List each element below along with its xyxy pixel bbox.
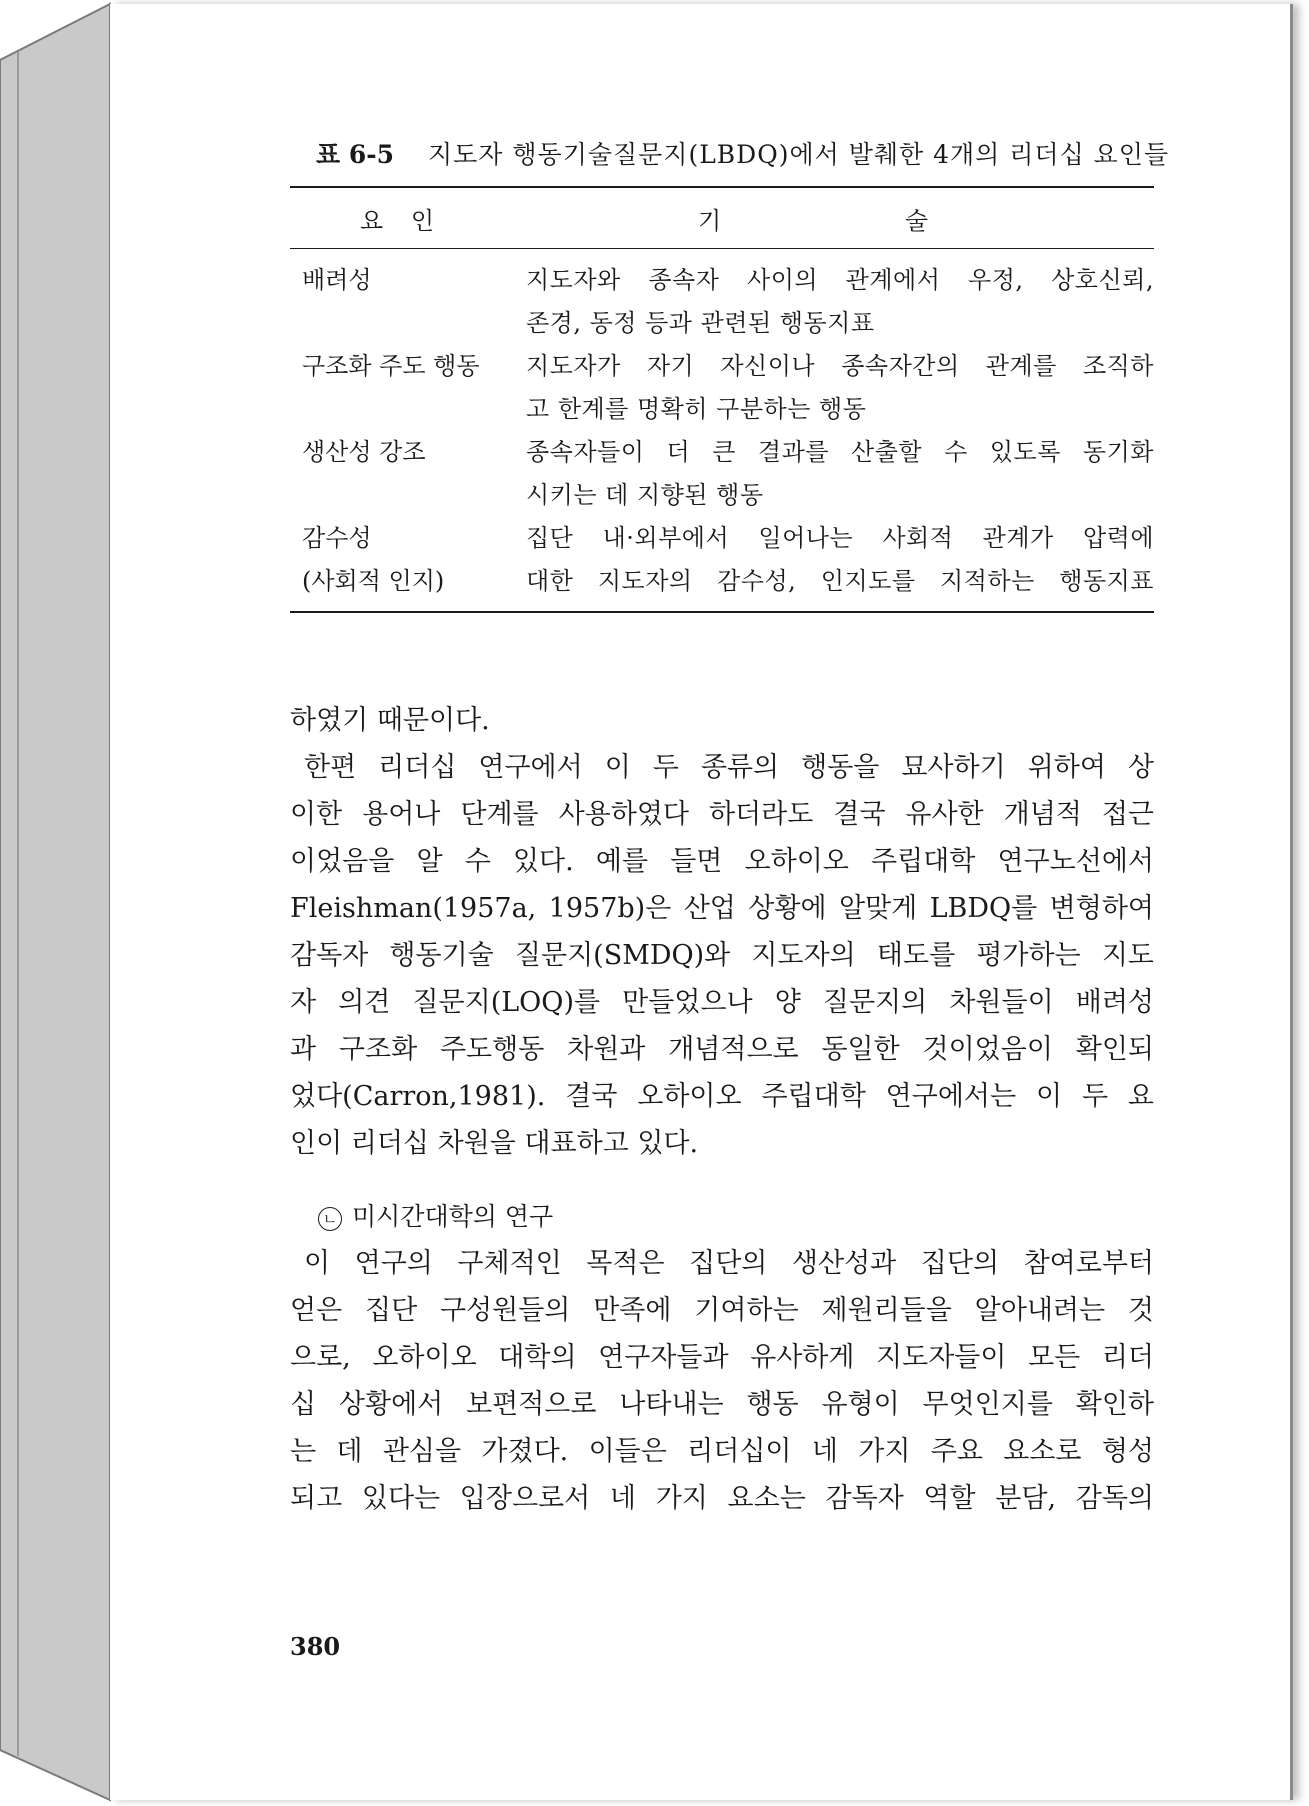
row-factor-line: 구조화 주도 행동 (302, 352, 480, 380)
table-row (290, 431, 1154, 517)
row-factor (290, 517, 526, 603)
paragraph-line: 인이 리더십 차원을 대표하고 있다. (290, 1128, 699, 1159)
subheading-text: 미시간대학의 연구 (352, 1202, 554, 1231)
circled-letter-icon: ㄴ (318, 1207, 342, 1231)
paragraph-line: 과 구조화 주도행동 차원과 개념적으로 동일한 것이었음이 확인되 (290, 1034, 1154, 1065)
paragraph-line: 되고 있다는 입장으로서 네 가지 요소는 감독자 역할 분담, 감독의 (290, 1483, 1154, 1514)
row-description-line: 존경, 동정 등과 관련된 행동지표 (526, 309, 875, 337)
table-row (290, 517, 1154, 603)
row-description (526, 517, 1154, 603)
row-factor (290, 431, 526, 517)
paragraph-line: 는 데 관심을 가졌다. 이들은 리더십이 네 가지 주요 요소로 형성 (290, 1436, 1154, 1467)
leadership-factors-table (290, 186, 1154, 613)
body-text (290, 697, 1154, 1522)
row-description (526, 431, 1154, 517)
page-number: 380 (290, 1632, 341, 1661)
row-factor (290, 259, 526, 345)
paragraph-line: 으로, 오하이오 대학의 연구자들과 유사하게 지도자들이 모든 리더 (290, 1342, 1154, 1373)
paragraph-line: 이었음을 알 수 있다. 예를 들면 오하이오 주립대학 연구노선에서 (290, 846, 1154, 877)
paragraph-line: 감독자 행동기술 질문지(SMDQ)와 지도자의 태도를 평가하는 지도 (290, 940, 1154, 971)
row-factor (290, 345, 526, 431)
row-description-line: 종속자들이 더 큰 결과를 산출할 수 있도록 동기화 (526, 438, 1154, 466)
row-factor-line: 배려성 (302, 266, 372, 294)
row-description (526, 345, 1154, 431)
row-factor-line: 생산성 강조 (302, 438, 426, 466)
row-description-line: 대한 지도자의 감수성, 인지도를 지적하는 행동지표 (526, 567, 1154, 595)
row-description-line: 집단 내·외부에서 일어나는 사회적 관계가 압력에 (526, 524, 1154, 552)
row-description-line: 고 한계를 명확히 구분하는 행동 (526, 395, 867, 423)
paragraph-line: 십 상황에서 보편적으로 나타내는 행동 유형이 무엇인지를 확인하 (290, 1389, 1154, 1420)
section-subheading (290, 1193, 1154, 1240)
paragraph-line: 었다(Carron,1981). 결국 오하이오 주립대학 연구에서는 이 두 요 (290, 1081, 1154, 1112)
book-page (110, 4, 1293, 1800)
paragraph (290, 1240, 1154, 1522)
row-description-line: 지도자와 종속자 사이의 관계에서 우정, 상호신뢰, (526, 266, 1154, 294)
row-description-line: 지도자가 자기 자신이나 종속자간의 관계를 조직하 (526, 352, 1154, 380)
table-row (290, 345, 1154, 431)
paragraph (290, 744, 1154, 1167)
table-caption-text: 지도자 행동기술질문지(LBDQ)에서 발췌한 4개의 리더십 요인들 (428, 140, 1170, 169)
table-caption (316, 134, 1266, 176)
paragraph-line: Fleishman(1957a, 1957b)은 산업 상황에 알맞게 LBDQ를 변형하여 (290, 893, 1154, 924)
table-caption-label: 표 6-5 (316, 140, 395, 169)
header-description: 기 술 (698, 206, 1016, 235)
paragraph-line: 얻은 집단 구성원들의 만족에 기여하는 제원리들을 알아내려는 것 (290, 1295, 1154, 1326)
row-description (526, 259, 1154, 345)
row-factor-line: (사회적 인지) (302, 567, 445, 595)
table-body (290, 249, 1154, 611)
page-content (290, 134, 1266, 1522)
table-header (290, 188, 1154, 249)
paragraph-line: 하였기 때문이다. (290, 705, 490, 736)
paragraph-line: 이 연구의 구체적인 목적은 집단의 생산성과 집단의 참여로부터 (304, 1248, 1154, 1279)
row-description-line: 시키는 데 지향된 행동 (526, 481, 764, 509)
paragraph-line: 이한 용어나 단계를 사용하였다 하더라도 결국 유사한 개념적 접근 (290, 799, 1154, 830)
row-factor-line: 감수성 (302, 524, 372, 552)
table-row (290, 259, 1154, 345)
paragraph-line: 자 의견 질문지(LOQ)를 만들었으나 양 질문지의 차원들이 배려성 (290, 987, 1154, 1018)
header-factor: 요 인 (360, 206, 444, 235)
paragraph-line: 한편 리더십 연구에서 이 두 종류의 행동을 묘사하기 위하여 상 (304, 752, 1154, 783)
